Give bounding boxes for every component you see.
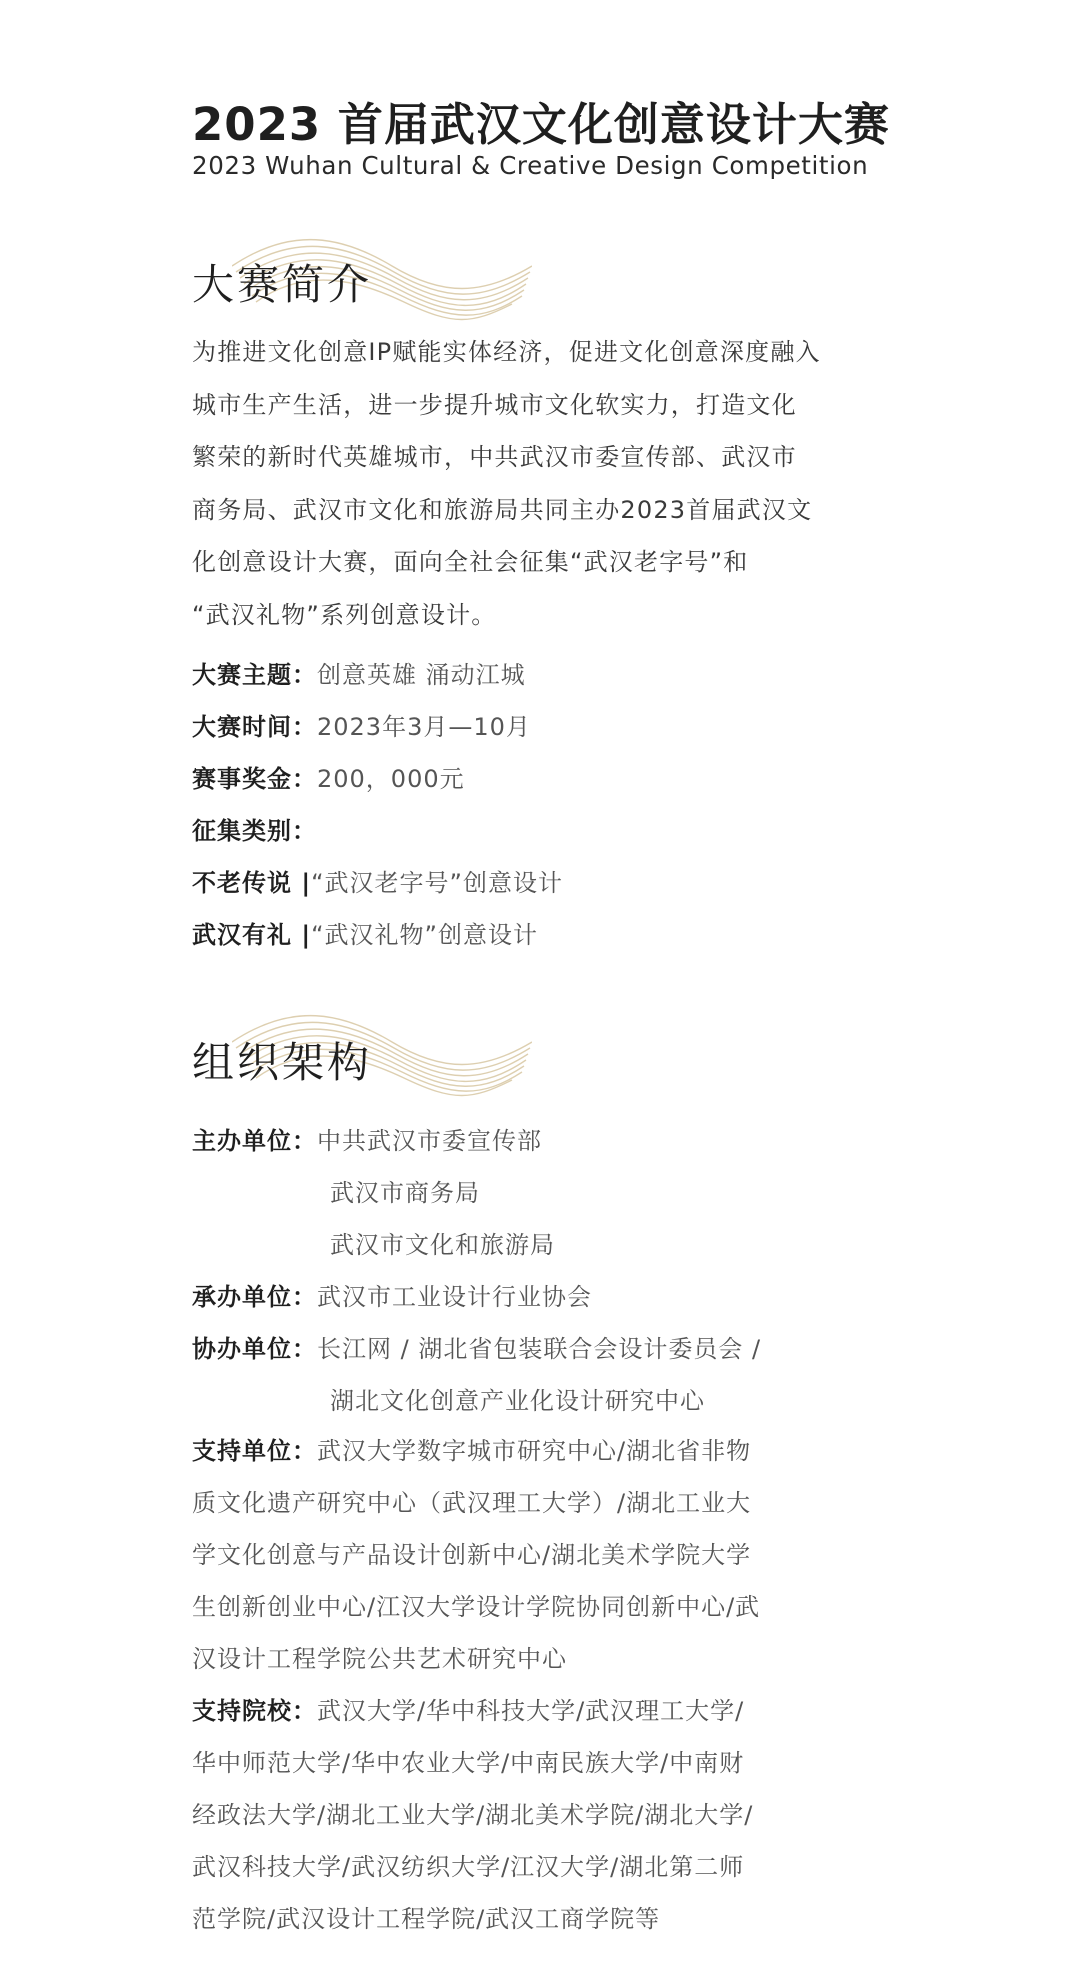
org-key: 支持院校：	[192, 1697, 317, 1725]
intro-line: 城市生产生活，进一步提升城市文化软实力，打造文化	[192, 390, 797, 419]
fact-key: 大赛主题：	[192, 661, 317, 689]
intro-line: 为推进文化创意IP赋能实体经济，促进文化创意深度融入	[192, 338, 821, 366]
intro-section-header	[192, 226, 522, 336]
org-value: 长江网 / 湖北省包装联合会设计委员会 /	[317, 1335, 762, 1363]
org-host-line: 武汉市商务局	[330, 1179, 480, 1207]
org-support-line: 质文化遗产研究中心（武汉理工大学）/湖北工业大	[192, 1489, 752, 1517]
fact-value: “武汉礼物”创意设计	[311, 921, 538, 949]
org-support-line: 学文化创意与产品设计创新中心/湖北美术学院大学	[192, 1541, 752, 1569]
fact-category-2	[192, 919, 538, 951]
org-host	[192, 1125, 542, 1157]
org-key: 主办单位：	[192, 1127, 317, 1155]
org-school-line: 经政法大学/湖北工业大学/湖北美术学院/湖北大学/	[192, 1801, 754, 1829]
page-subtitle: 2023 Wuhan Cultural & Creative Design Competition	[192, 151, 869, 180]
fact-value: “武汉老字号”创意设计	[311, 869, 563, 897]
org-school-line: 武汉大学/华中科技大学/武汉理工大学/	[317, 1697, 745, 1725]
org-co-organizer	[192, 1333, 761, 1365]
org-school-line: 武汉科技大学/武汉纺织大学/江汉大学/湖北第二师	[192, 1853, 745, 1881]
fact-key: 武汉有礼 |	[192, 921, 312, 949]
fact-value: 2023年3月—10月	[317, 713, 531, 741]
org-section-header	[192, 1002, 522, 1112]
intro-heading: 大赛简介	[192, 260, 373, 309]
org-support-line: 汉设计工程学院公共艺术研究中心	[192, 1645, 567, 1673]
fact-key: 大赛时间：	[192, 713, 317, 741]
intro-paragraph	[192, 326, 852, 641]
fact-time	[192, 711, 531, 743]
fact-value: 创意英雄 涌动江城	[317, 661, 526, 689]
fact-categories	[192, 815, 317, 847]
org-key: 承办单位：	[192, 1283, 317, 1311]
org-support-line: 武汉大学数字城市研究中心/湖北省非物	[317, 1437, 752, 1465]
org-organizer	[192, 1281, 592, 1313]
org-key: 支持单位：	[192, 1437, 317, 1465]
org-support-schools	[192, 1685, 862, 1945]
org-heading: 组织架构	[192, 1038, 373, 1087]
fact-theme	[192, 659, 526, 691]
org-support-units	[192, 1425, 862, 1685]
org-school-line: 范学院/武汉设计工程学院/武汉工商学院等	[192, 1905, 661, 1933]
page-title: 2023 首届武汉文化创意设计大赛	[192, 98, 890, 151]
intro-line: 商务局、武汉市文化和旅游局共同主办2023首届武汉文	[192, 495, 813, 524]
fact-prize	[192, 763, 465, 795]
org-support-line: 生创新创业中心/江汉大学设计学院协同创新中心/武	[192, 1593, 761, 1621]
fact-key: 赛事奖金：	[192, 765, 317, 793]
org-value: 武汉市工业设计行业协会	[317, 1283, 592, 1311]
org-co-organizer-line: 湖北文化创意产业化设计研究中心	[330, 1387, 705, 1415]
org-value: 中共武汉市委宣传部	[317, 1127, 542, 1155]
intro-line: “武汉礼物”系列创意设计。	[192, 600, 497, 629]
fact-category-1	[192, 867, 563, 899]
intro-line: 繁荣的新时代英雄城市，中共武汉市委宣传部、武汉市	[192, 443, 797, 471]
fact-key: 征集类别：	[192, 817, 317, 845]
intro-line: 化创意设计大赛，面向全社会征集“武汉老字号”和	[192, 548, 749, 576]
fact-value: 200，000元	[317, 765, 465, 793]
org-host-line: 武汉市文化和旅游局	[330, 1231, 555, 1259]
org-school-line: 华中师范大学/华中农业大学/中南民族大学/中南财	[192, 1749, 745, 1777]
fact-key: 不老传说 |	[192, 869, 312, 897]
org-key: 协办单位：	[192, 1335, 317, 1363]
